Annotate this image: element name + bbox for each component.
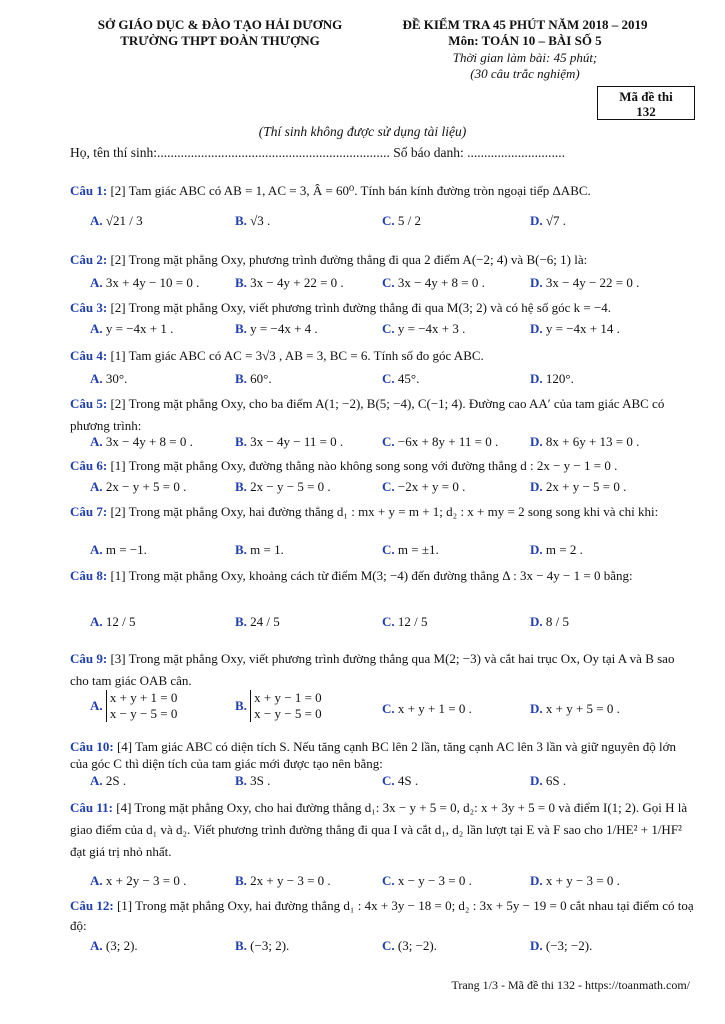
exam-duration: Thời gian làm bài: 45 phút;	[452, 50, 598, 65]
question-text: [4] Trong mặt phẳng Oxy, cho hai đường thẳng d₁: 3x − y + 5 = 0, d₂: x + 3y + 5 = 0 và điểm I(1; 2). Gọi H là giao điểm của d₁ và d₂. Viết phương trình đường thẳng đi qua I và cắt d₁, d₂ lần lượt tại E và F sao cho 1/HE² + 1/HF² đạt giá trị nhỏ nhất.	[70, 800, 688, 859]
option-d-letter: D.	[530, 321, 543, 336]
exam-code-label: Mã đề thi	[619, 89, 673, 104]
question-label: Câu 3:	[70, 300, 108, 315]
option-d: 8x + 6y + 13 = 0 .	[545, 434, 640, 449]
question-label: Câu 8:	[70, 568, 108, 583]
option-a-letter: A.	[90, 371, 103, 386]
option-a: √21 / 3	[105, 213, 143, 228]
question-9-options	[90, 690, 710, 728]
option-d-letter: D.	[530, 614, 543, 629]
option-c-letter: C.	[382, 321, 395, 336]
question-3-options	[90, 321, 710, 345]
option-a: 30°.	[105, 371, 128, 386]
option-a-line-1: x + y + 1 = 0	[109, 690, 178, 705]
option-d-letter: D.	[530, 371, 543, 386]
question-label: Câu 1:	[70, 183, 108, 198]
question-10-options	[90, 773, 710, 797]
exam-question-count: (30 câu trắc nghiệm)	[470, 66, 580, 81]
option-a-line-2: x − y − 5 = 0	[109, 706, 178, 721]
question-label: Câu 7:	[70, 504, 108, 519]
option-b-system	[250, 690, 322, 722]
option-c: m = ±1.	[397, 542, 439, 557]
option-b-letter: B.	[235, 371, 247, 386]
question-4	[70, 348, 695, 364]
question-label: Câu 6:	[70, 458, 108, 473]
option-d-letter: D.	[530, 873, 543, 888]
school-name: TRƯỜNG THPT ĐOÀN THƯỢNG	[120, 33, 320, 48]
option-a-letter: A.	[90, 321, 103, 336]
option-c: (3; −2).	[397, 938, 437, 953]
option-c-letter: C.	[382, 938, 395, 953]
question-label: Câu 5:	[70, 396, 108, 411]
question-label: Câu 12:	[70, 898, 114, 913]
option-a-letter: A.	[90, 698, 103, 714]
question-text: [1] Trong mặt phẳng Oxy, hai đường thẳng d₁ : 4x + 3y − 18 = 0; d₂ : 3x + 5y − 19 = 0 cắt nhau tại điểm có toạ độ:	[70, 898, 694, 933]
option-d: 8 / 5	[545, 614, 570, 629]
question-label: Câu 9:	[70, 651, 108, 666]
question-1	[70, 183, 695, 199]
option-c-letter: C.	[382, 773, 395, 788]
option-c-letter: C.	[382, 873, 395, 888]
question-12	[70, 896, 695, 936]
option-b-letter: B.	[235, 213, 247, 228]
option-a-letter: A.	[90, 873, 103, 888]
question-9	[70, 648, 695, 692]
question-11-options	[90, 873, 710, 897]
option-d-letter: D.	[530, 542, 543, 557]
option-d: 120°.	[545, 371, 574, 386]
option-a: 3x + 4y − 10 = 0 .	[105, 275, 200, 290]
option-b: 3x − 4y + 22 = 0 .	[250, 275, 344, 290]
question-text: [1] Tam giác ABC có AC = 3√3 , AB = 3, BC = 6. Tính số đo góc ABC.	[110, 348, 484, 363]
option-b: m = 1.	[250, 542, 284, 557]
option-b: 2x − y − 5 = 0 .	[250, 479, 331, 494]
option-d-letter: D.	[530, 275, 543, 290]
question-label: Câu 2:	[70, 252, 108, 267]
question-7-options	[90, 542, 710, 566]
question-8-options	[90, 606, 710, 640]
question-text: [3] Trong mặt phẳng Oxy, viết phương trình đường thẳng qua M(2; −3) và cắt hai trục Ox, Oy tại A và B sao cho tam giác OAB cân.	[70, 651, 675, 688]
option-b-letter: B.	[235, 542, 247, 557]
exam-note: (Thí sinh không được sử dụng tài liệu)	[258, 124, 467, 139]
option-b: y = −4x + 4 .	[250, 321, 318, 336]
option-b: 60°.	[250, 371, 272, 386]
option-d-letter: D.	[530, 434, 543, 449]
question-text: [2] Trong mặt phẳng Oxy, viết phương trình đường thẳng đi qua M(3; 2) và có hệ số góc k = −4.	[110, 300, 612, 315]
exam-code-value: 132	[636, 104, 656, 119]
option-b: √3 .	[250, 213, 271, 228]
option-b-letter: B.	[235, 434, 247, 449]
option-c-letter: C.	[382, 275, 395, 290]
option-a-letter: A.	[90, 938, 103, 953]
option-b-letter: B.	[235, 873, 247, 888]
option-a-letter: A.	[90, 773, 103, 788]
option-c-letter: C.	[382, 542, 395, 557]
option-a-letter: A.	[90, 542, 103, 557]
question-6	[70, 458, 695, 474]
option-d: 3x − 4y − 22 = 0 .	[545, 275, 640, 290]
option-d: 2x + y − 5 = 0 .	[545, 479, 627, 494]
question-label: Câu 4:	[70, 348, 108, 363]
option-c: 45°.	[397, 371, 420, 386]
student-info-line: Họ, tên thí sinh:..................................................................... Số báo danh: .............................	[70, 145, 565, 160]
question-text: [1] Trong mặt phẳng Oxy, đường thẳng nào không song song với đường thẳng d : 2x − y − 1 = 0 .	[110, 458, 618, 473]
option-a: (3; 2).	[105, 938, 138, 953]
option-d: x + y − 3 = 0 .	[545, 873, 620, 888]
option-a: 3x − 4y + 8 = 0 .	[105, 434, 193, 449]
option-a-letter: A.	[90, 479, 103, 494]
question-5-options	[90, 434, 710, 458]
option-b-letter: B.	[235, 321, 247, 336]
option-d-letter: D.	[530, 213, 543, 228]
school-department: SỞ GIÁO DỤC & ĐÀO TẠO HẢI DƯƠNG	[97, 17, 343, 32]
option-b-letter: B.	[235, 938, 247, 953]
page-footer: Trang 1/3 - Mã đề thi 132 - https://toanmath.com/	[451, 978, 690, 992]
option-d: 6S .	[545, 773, 567, 788]
question-4-options	[90, 371, 710, 395]
option-a-letter: A.	[90, 434, 103, 449]
exam-subject: Môn: TOÁN 10 – BÀI SỐ 5	[448, 33, 602, 48]
option-d-letter: D.	[530, 701, 543, 716]
option-c-letter: C.	[382, 479, 395, 494]
option-a: 2S .	[105, 773, 127, 788]
option-c: y = −4x + 3 .	[397, 321, 466, 336]
option-b: 24 / 5	[250, 614, 280, 629]
option-c: 3x − 4y + 8 = 0 .	[397, 275, 485, 290]
question-3	[70, 300, 695, 316]
option-d-letter: D.	[530, 773, 543, 788]
option-a: 12 / 5	[105, 614, 136, 629]
question-text: [2] Trong mặt phẳng Oxy, hai đường thẳng d₁ : mx + y = m + 1; d₂ : x + my = 2 song song khi và chỉ khi:	[110, 504, 659, 519]
option-c-letter: C.	[382, 434, 395, 449]
option-b: 3S .	[250, 773, 271, 788]
question-5	[70, 393, 695, 437]
option-c: 5 / 2	[397, 213, 422, 228]
option-a: m = −1.	[105, 542, 147, 557]
question-2-options	[90, 275, 710, 299]
option-a-letter: A.	[90, 614, 103, 629]
option-c: x − y − 3 = 0 .	[397, 873, 472, 888]
option-b-letter: B.	[235, 479, 247, 494]
question-text: [2] Trong mặt phẳng Oxy, cho ba điểm A(1; −2), B(5; −4), C(−1; 4). Đường cao AA′ của tam giác ABC có phương trình:	[70, 396, 665, 433]
option-c: −6x + 8y + 11 = 0 .	[397, 434, 499, 449]
option-b-letter: B.	[235, 698, 247, 714]
option-c: −2x + y = 0 .	[397, 479, 466, 494]
option-c-letter: C.	[382, 213, 395, 228]
question-text: [1] Trong mặt phẳng Oxy, khoảng cách từ điểm M(3; −4) đến đường thẳng Δ : 3x − 4y − 1 = 0 bằng:	[110, 568, 633, 583]
option-d-letter: D.	[530, 479, 543, 494]
question-12-options	[90, 938, 710, 962]
option-b-letter: B.	[235, 773, 247, 788]
question-label: Câu 10:	[70, 739, 114, 754]
exam-title: ĐỀ KIỂM TRA 45 PHÚT NĂM 2018 – 2019	[402, 17, 648, 32]
option-b: 3x − 4y − 11 = 0 .	[250, 434, 344, 449]
option-b-line-2: x − y − 5 = 0	[254, 706, 322, 721]
option-c-letter: C.	[382, 614, 395, 629]
question-2	[70, 252, 695, 268]
option-d: y = −4x + 14 .	[545, 321, 620, 336]
question-7	[70, 502, 695, 522]
option-c-letter: C.	[382, 701, 395, 716]
question-10	[70, 738, 695, 772]
option-a: x + 2y − 3 = 0 .	[105, 873, 187, 888]
question-8	[70, 566, 695, 586]
question-6-options	[90, 479, 710, 503]
option-c: 12 / 5	[397, 614, 428, 629]
option-b: (−3; 2).	[250, 938, 290, 953]
question-text: [2] Trong mặt phẳng Oxy, phương trình đường thẳng đi qua 2 điểm A(−2; 4) và B(−6; 1) là:	[110, 252, 588, 267]
exam-code-box	[597, 86, 695, 120]
option-a-letter: A.	[90, 275, 103, 290]
option-d: (−3; −2).	[545, 938, 593, 953]
option-c: 4S .	[397, 773, 419, 788]
question-text: [2] Tam giác ABC có AB = 1, AC = 3, Â = 60⁰. Tính bán kính đường tròn ngoại tiếp ΔABC.	[110, 183, 591, 198]
option-a-system	[106, 690, 178, 722]
option-a: y = −4x + 1 .	[105, 321, 174, 336]
question-text: [4] Tam giác ABC có diện tích S. Nếu tăng cạnh BC lên 2 lần, tăng cạnh AC lên 3 lần và giữ nguyên độ lớn của góc C thì diện tích của tam giác mới được tạo nên bằng:	[70, 739, 676, 771]
option-b-letter: B.	[235, 614, 247, 629]
option-b-letter: B.	[235, 275, 247, 290]
option-d: x + y + 5 = 0 .	[545, 701, 620, 716]
question-1-options	[90, 207, 710, 243]
option-d: √7 .	[545, 213, 567, 228]
question-11	[70, 797, 695, 863]
option-d: m = 2 .	[545, 542, 583, 557]
question-label: Câu 11:	[70, 800, 113, 815]
option-b-line-1: x + y − 1 = 0	[254, 690, 322, 705]
option-c-letter: C.	[382, 371, 395, 386]
option-a-letter: A.	[90, 213, 103, 228]
option-a: 2x − y + 5 = 0 .	[105, 479, 187, 494]
option-b: 2x + y − 3 = 0 .	[250, 873, 331, 888]
option-c: x + y + 1 = 0 .	[397, 701, 472, 716]
option-d-letter: D.	[530, 938, 543, 953]
